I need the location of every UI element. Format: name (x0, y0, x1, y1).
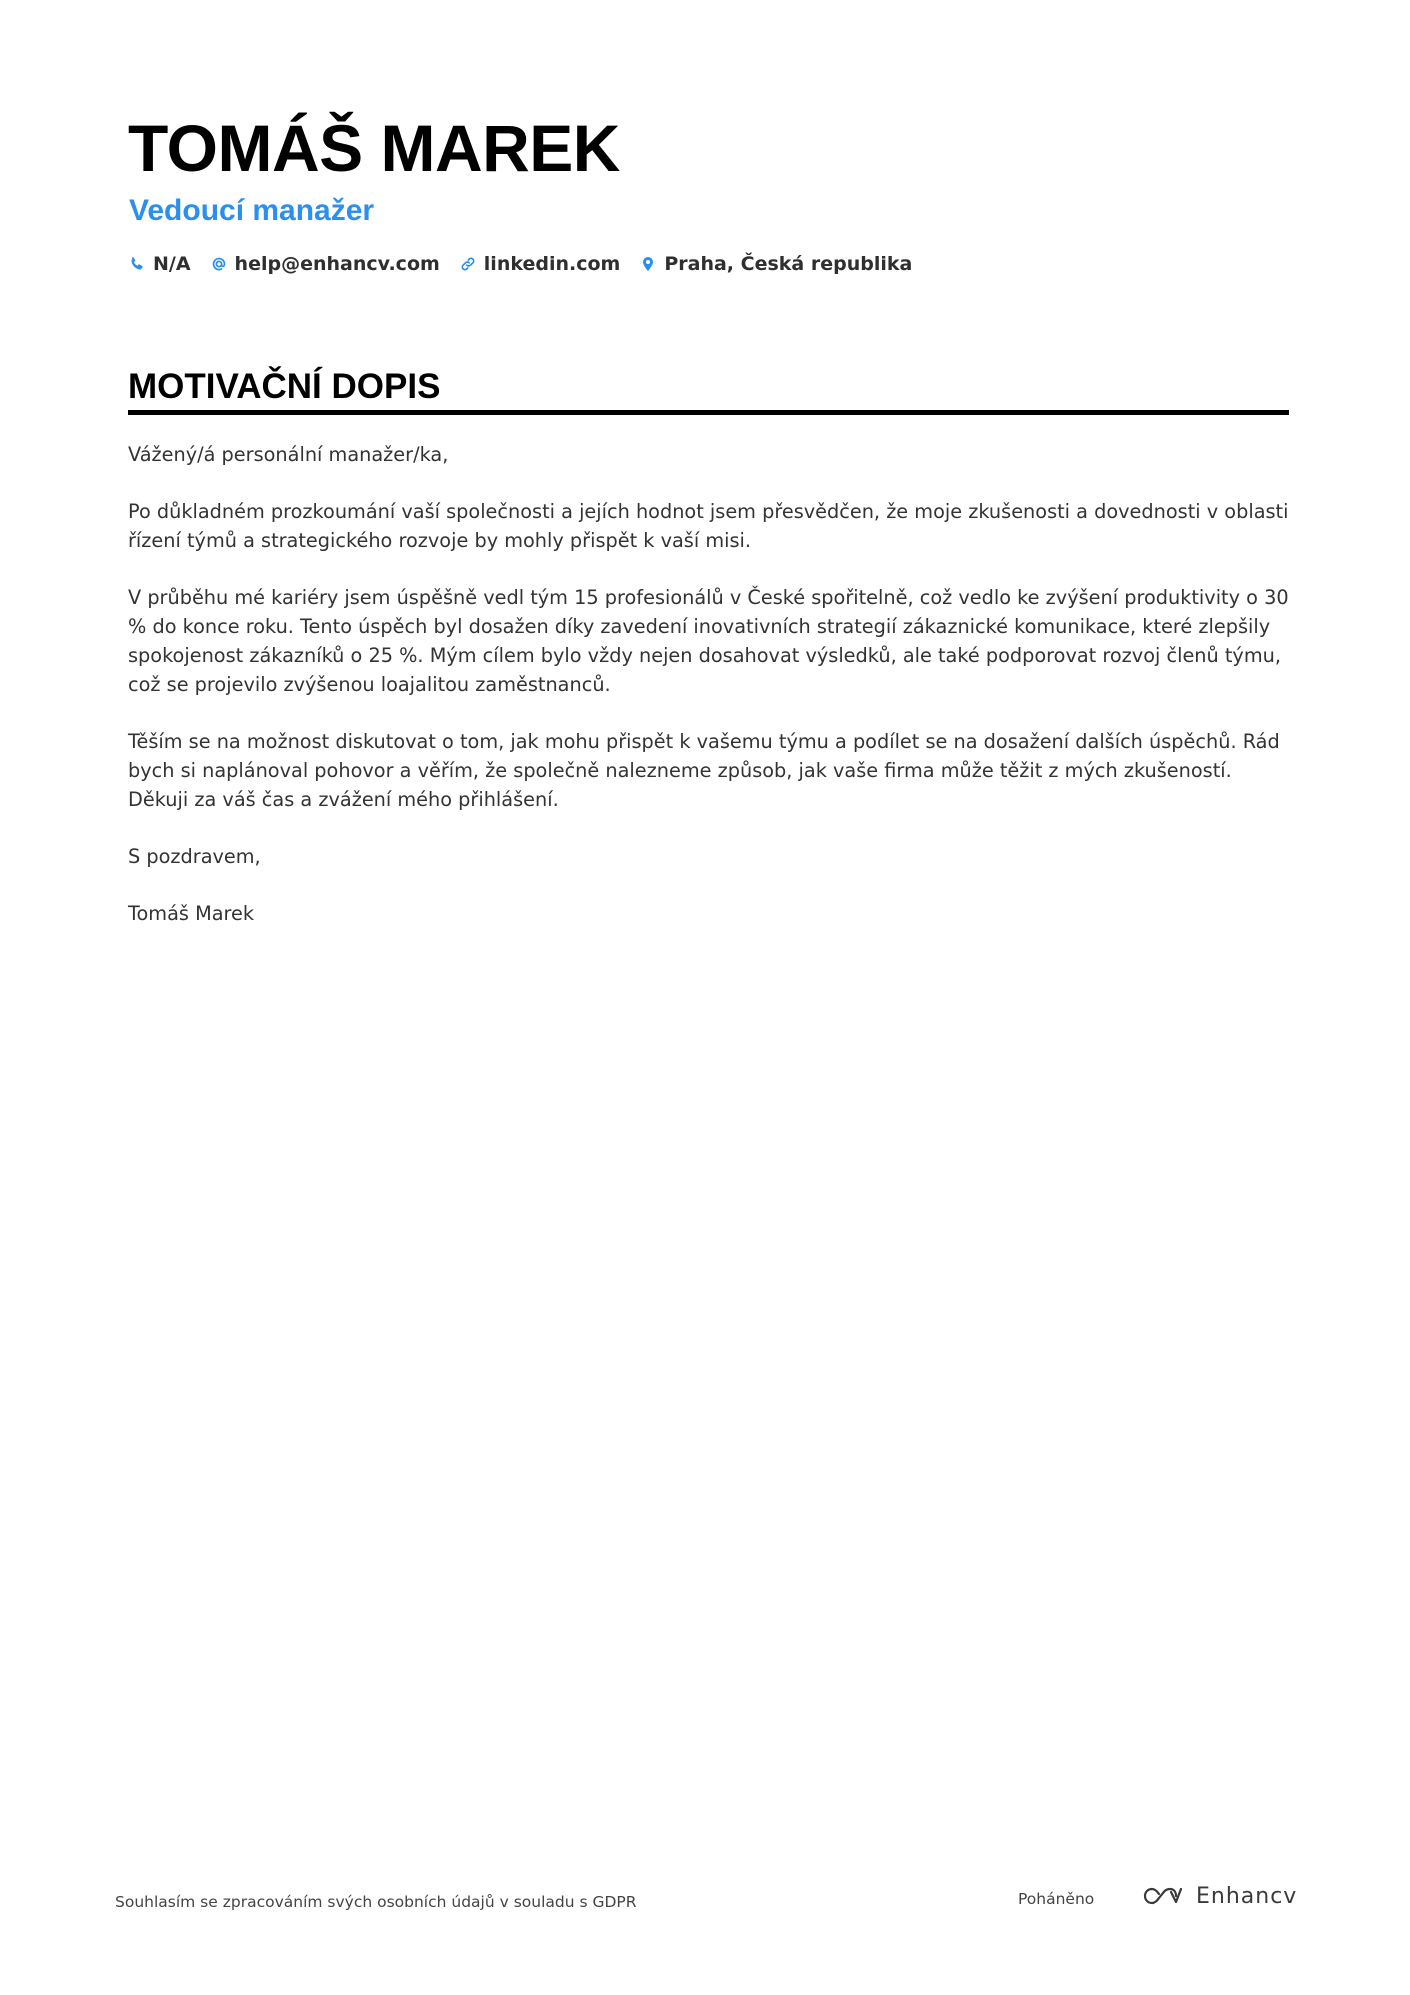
contact-linkedin-label: linkedin.com (483, 253, 621, 275)
at-icon (211, 256, 227, 272)
section-divider (128, 410, 1289, 415)
letter-closing: S pozdravem, (128, 845, 261, 868)
contact-phone-label: N/A (153, 253, 191, 275)
job-title: Vedoucí manažer (129, 194, 375, 227)
letter-paragraph: V průběhu mé kariéry jsem úspěšně vedl tým 15 profesionálů v České spořitelně, což vedlo ke zvýšení produktivity o 30 % do konce roku. Tento úspěch byl dosažen díky zavedení inovativních strategií zákaznické komunikace, které zlepšily spokojenost zákazníků o 25 %. Mým cílem bylo vždy nejen dosahovat výsledků, ale také podporovat rozvoj členů týmu, což se projevilo zvýšenou loajalitou zaměstnanců. (128, 586, 1289, 696)
gdpr-consent-text: Souhlasím se zpracováním svých osobních údajů v souladu s GDPR (115, 1893, 637, 1911)
letter-body (128, 440, 1298, 956)
contact-bar (129, 253, 932, 275)
letter-greeting: Vážený/á personální manažer/ka, (128, 443, 449, 466)
location-pin-icon (640, 256, 656, 272)
letter-signature: Tomáš Marek (128, 902, 255, 925)
brand-name: Enhancv (1196, 1883, 1298, 1909)
contact-phone (129, 253, 191, 275)
powered-by-label: Poháněno (1018, 1890, 1095, 1908)
link-icon (460, 256, 476, 272)
letter-paragraph: Těším se na možnost diskutovat o tom, jak mohu přispět k vašemu týmu a podílet se na dosažení dalších úspěchů. Rád bych si naplánoval pohovor a věřím, že společně nalezneme způsob, jak vaše firma může těžit z mých zkušeností. Děkuji za váš čas a zvážení mého přihlášení. (128, 730, 1280, 811)
letter-paragraph: Po důkladném prozkoumání vaší společnosti a jejích hodnot jsem přesvědčen, že moje zkušenosti a dovednosti v oblasti řízení týmů a strategického rozvoje by mohly přispět k vaší misi. (128, 500, 1289, 552)
section-title: MOTIVAČNÍ DOPIS (128, 367, 441, 406)
phone-icon (129, 256, 145, 272)
contact-location (640, 253, 912, 275)
contact-linkedin[interactable] (460, 253, 621, 275)
brand-logo[interactable] (1138, 1882, 1297, 1910)
contact-email[interactable] (211, 253, 440, 275)
candidate-name: TOMÁŠ MAREK (128, 111, 620, 185)
contact-email-label: help@enhancv.com (234, 253, 440, 275)
enhancv-logo-icon (1138, 1882, 1184, 1910)
contact-location-label: Praha, Česká republika (664, 253, 913, 275)
